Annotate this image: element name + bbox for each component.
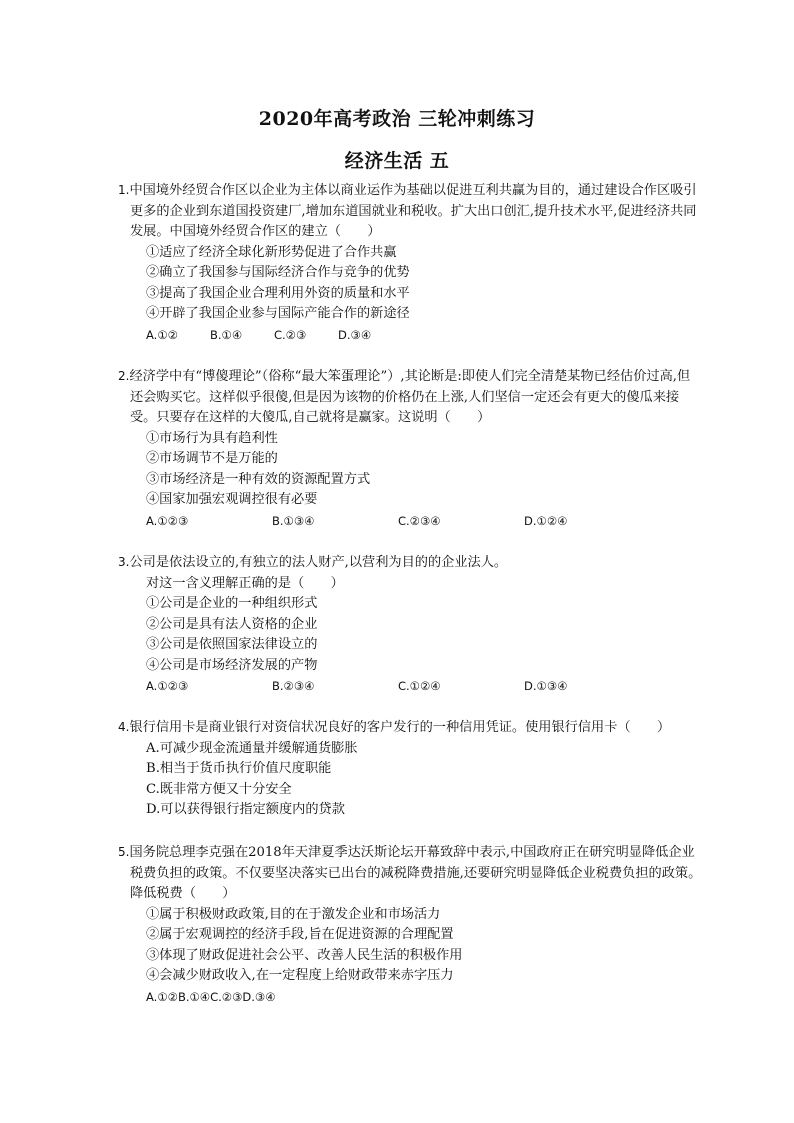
option-item: ③公司是依照国家法律设立的 <box>146 637 318 652</box>
question-number: 1. <box>118 183 130 197</box>
answer-choices <box>118 511 703 532</box>
option-item: ②市场调节不是万能的 <box>146 451 278 466</box>
question-stem <box>118 552 703 574</box>
question-number: 2. <box>118 369 130 383</box>
question-3 <box>118 552 703 697</box>
answer-choices <box>118 987 703 1008</box>
answer-choice-c: C.②③④ <box>398 513 441 528</box>
question-5 <box>118 842 703 1007</box>
answer-choices <box>118 676 703 697</box>
question-text: 中国境外经贸合作区以企业为主体以商业运作为基础以促进互利共赢为目的，通过建设合作区吸引更多的企业到东道国投资建厂,增加东道国就业和税收。扩大出口创汇,提升技术水平,促进经济共同发展。中国境外经贸合作区的建立（ ） <box>129 183 697 239</box>
question-4 <box>118 717 703 821</box>
option-item: A.可减少现金流通量并缓解通货膨胀 <box>146 740 358 756</box>
question-stem <box>118 842 703 905</box>
question-text: 银行信用卡是商业银行对资信状况良好的客户发行的一种信用凭证。使用银行信用卡（ ） <box>129 720 671 735</box>
answer-choice-c: C.②③ <box>274 327 307 342</box>
option-item: ③提高了我国企业合理利用外资的质量和水平 <box>146 285 410 301</box>
option-item: ②属于宏观调控的经济手段,旨在促进资源的合理配置 <box>146 927 454 942</box>
question-text: 国务院总理李克强在2018年天津夏季达沃斯论坛开幕致辞中表示,中国政府正在研究明显降低企业税费负担的政策。不仅要坚决落实已出台的减税降费措施,还要研究明显降低企业税费负担的政策。降低税费（ ） <box>129 845 702 901</box>
answer-choice-c: C.①②④ <box>398 679 441 693</box>
option-item: ①适应了经济全球化新形势促进了合作共赢 <box>146 244 397 260</box>
answer-line: A.①②B.①④C.②③D.③④ <box>146 989 276 1004</box>
answer-choice-b: B.①③④ <box>272 513 315 528</box>
option-item: ②确立了我国参与国际经济合作与竞争的优势 <box>146 265 410 280</box>
option-item: ③体现了财政促进社会公平、改善人民生活的积极作用 <box>146 947 463 963</box>
option-item: D.可以获得银行指定额度内的贷款 <box>146 802 345 817</box>
option-item: ①属于积极财政政策,目的在于激发企业和市场活力 <box>146 906 441 922</box>
question-number: 4. <box>118 720 130 734</box>
question-number: 3. <box>118 555 130 569</box>
option-item: ④会减少财政收入,在一定程度上给财政带来赤字压力 <box>146 968 454 983</box>
question-text: 公司是依法设立的,有独立的法人财产,以营利为目的的企业法人。 <box>129 555 508 570</box>
answer-choices <box>118 325 703 346</box>
question-stem <box>118 717 703 739</box>
question-stem <box>118 366 703 429</box>
option-item: ④公司是市场经济发展的产物 <box>146 657 318 673</box>
option-item: ③市场经济是一种有效的资源配置方式 <box>146 471 371 487</box>
answer-choice-b: B.①④ <box>210 327 243 342</box>
page-title: 2020年高考政治 三轮冲刺练习 <box>258 108 536 130</box>
answer-choice-b: B.②③④ <box>272 679 315 693</box>
option-item: ①公司是企业的一种组织形式 <box>146 596 318 611</box>
answer-choice-a: A.①② <box>146 327 178 342</box>
answer-choice-d: D.①③④ <box>524 679 568 693</box>
question-1 <box>118 180 703 345</box>
option-item: ④国家加强宏观调控很有必要 <box>146 492 318 507</box>
answer-choice-d: D.③④ <box>338 327 372 342</box>
page-subtitle: 经济生活 五 <box>344 150 450 172</box>
question-number: 5. <box>118 845 130 859</box>
question-text: 经济学中有“博傻理论”（俗称“最大笨蛋理论”）,其论断是:即使人们完全清楚某物已经估价过高,但还会购买它。这样似乎很傻,但是因为该物的价格仍在上涨,人们坚信一定还会有更大的傻瓜来接受。只要存在这样的大傻瓜,自己就将是赢家。这说明（ ） <box>129 369 691 425</box>
option-item: ①市场行为具有趋利性 <box>146 430 278 446</box>
answer-choice-a: A.①②③ <box>146 679 189 693</box>
option-item: C.既非常方便又十分安全 <box>146 781 292 797</box>
option-item: ④开辟了我国企业参与国际产能合作的新途径 <box>146 306 410 321</box>
option-item: ②公司是具有法人资格的企业 <box>146 616 318 632</box>
answer-choice-a: A.①②③ <box>146 513 189 528</box>
question-2 <box>118 366 703 531</box>
option-item: B.相当于货币执行价值尺度职能 <box>146 761 332 776</box>
answer-choice-d: D.①②④ <box>524 513 568 528</box>
question-stem <box>118 180 703 243</box>
question-prompt: 对这一含义理解正确的是（ ） <box>146 575 344 591</box>
